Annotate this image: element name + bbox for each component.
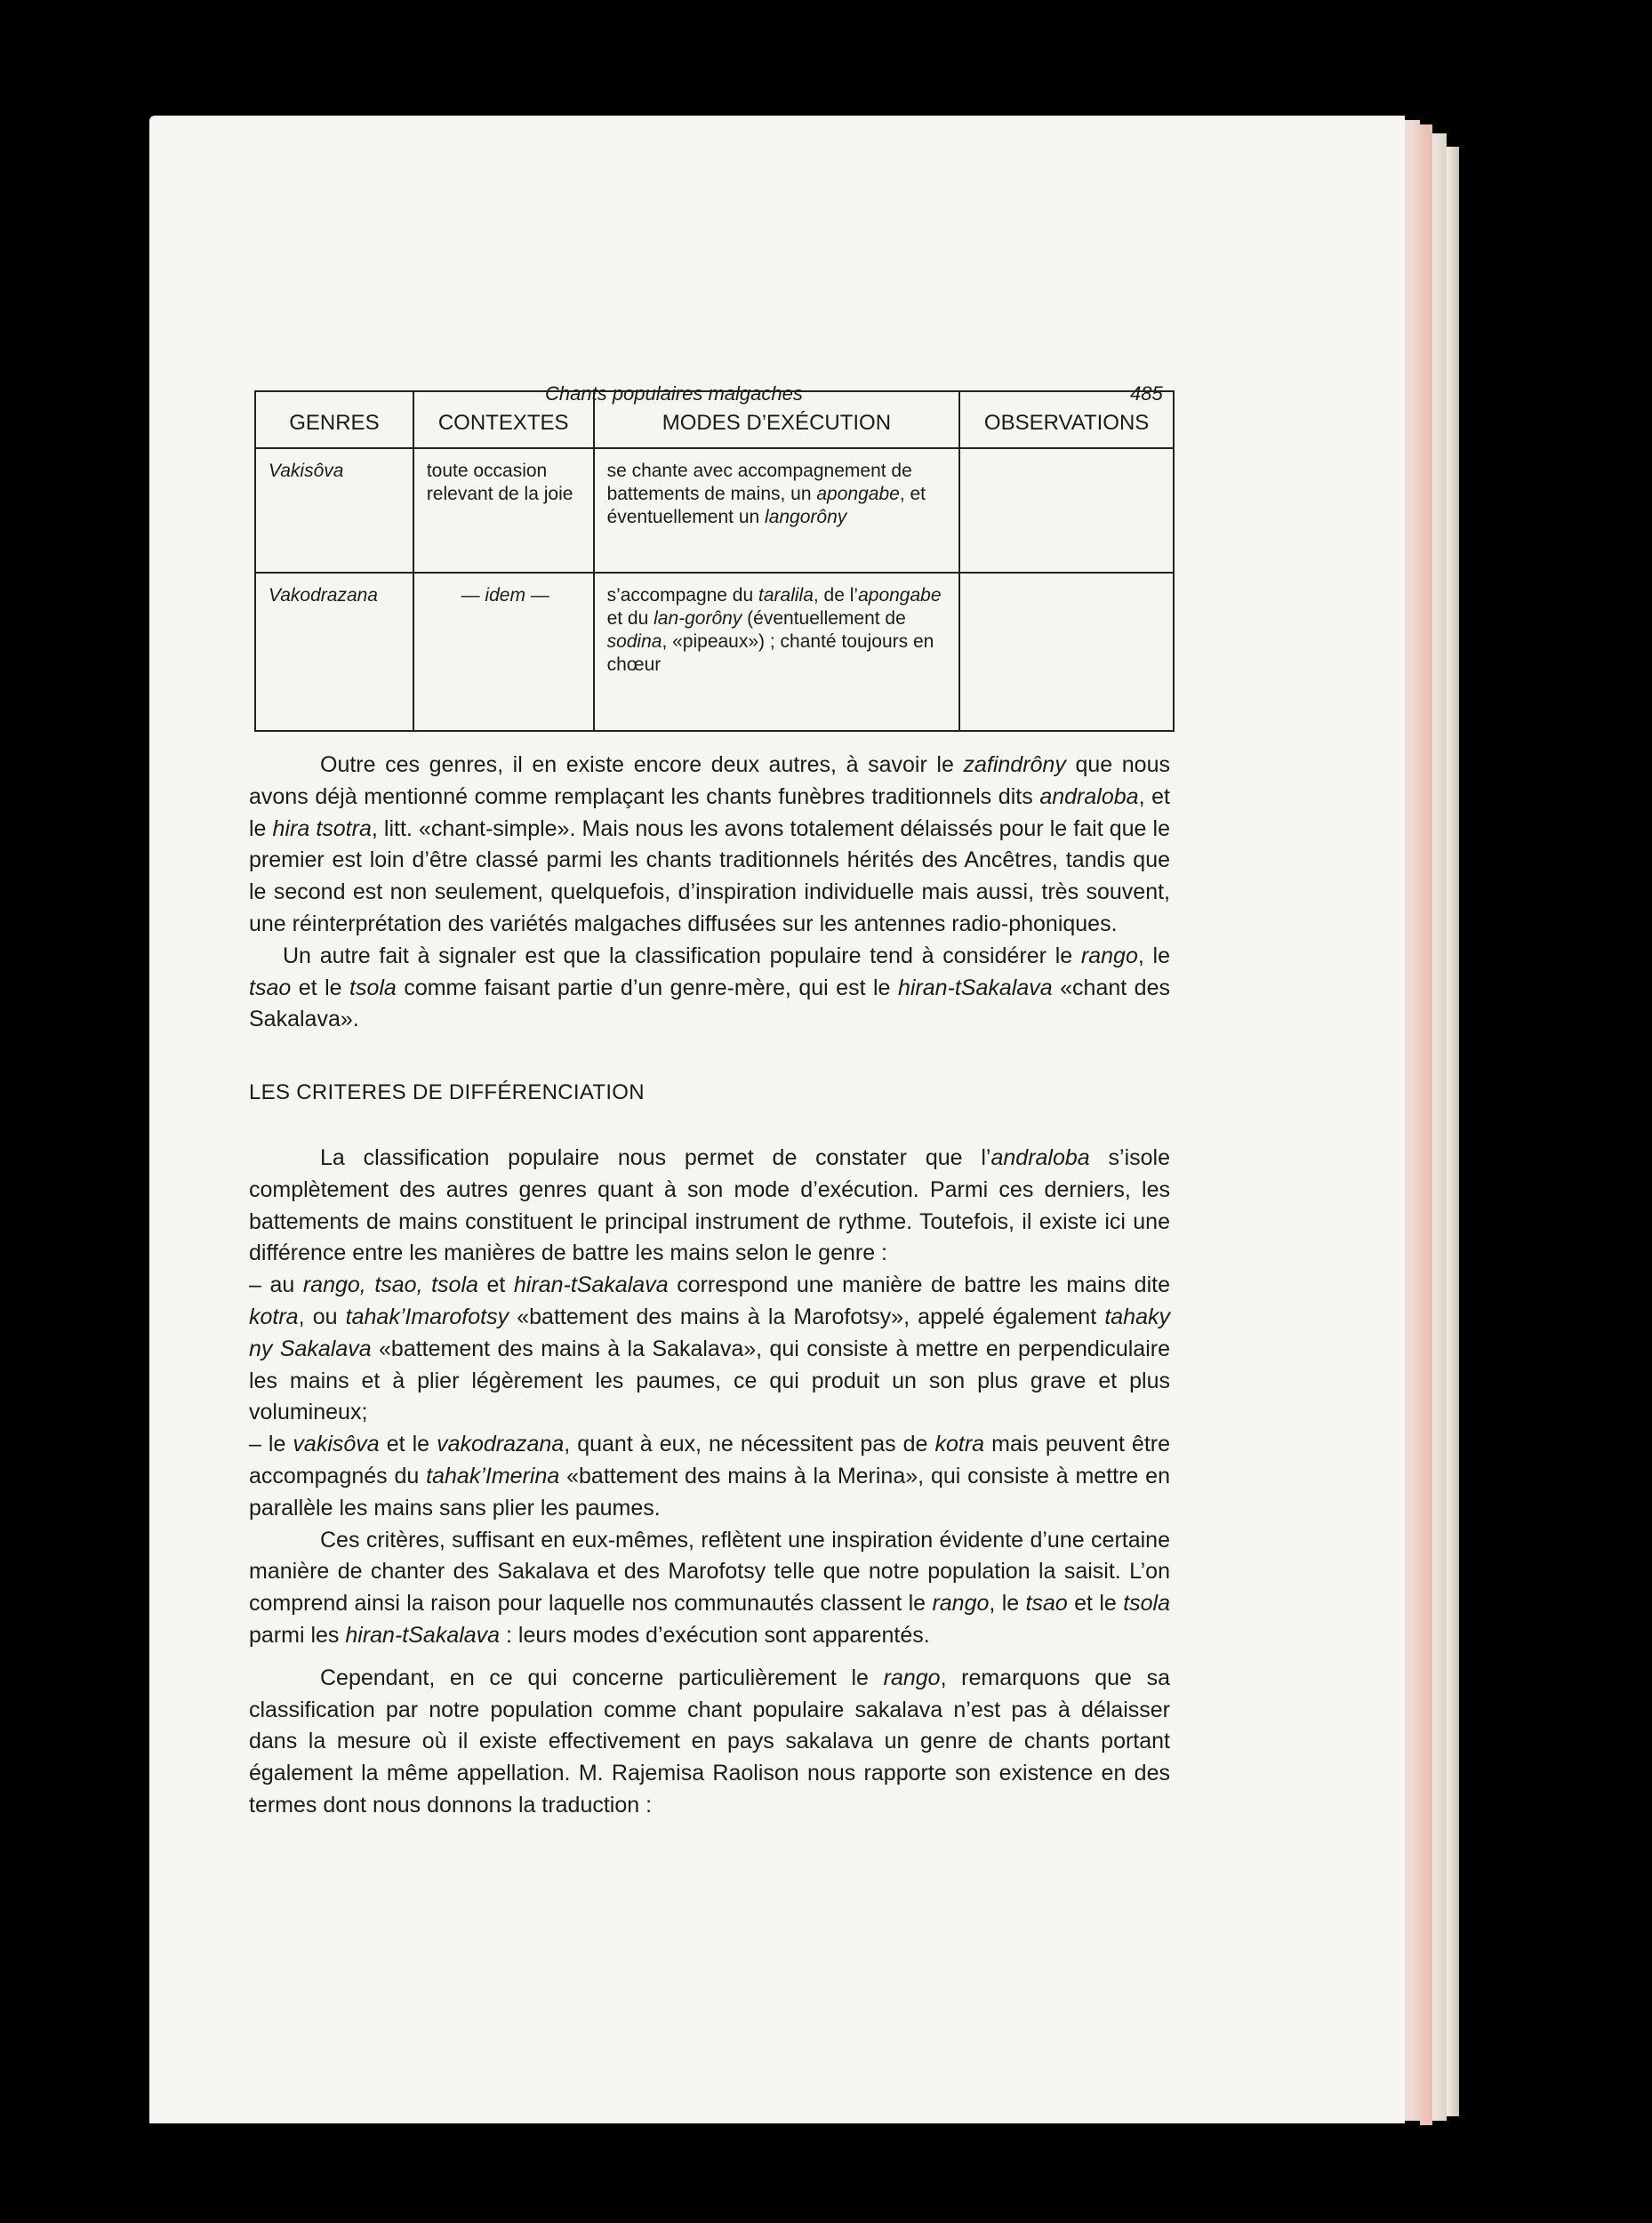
column-header: GENRES <box>255 391 413 448</box>
italic-term: rango <box>883 1665 941 1690</box>
italic-term: hira tsotra <box>272 815 372 841</box>
page-edge <box>1420 124 1432 2125</box>
paragraph: – au rango, tsao, tsola et hiran-tSakalava correspond une manière de battre les mains dite kotra, ou tahak’Imarofotsy «battement des mains à la Marofotsy», appelé également tahaky ny Sakalava «battement des mains à la Sakalava», qui consiste à mettre en perpendiculaire les mains et à plier légèrement les paumes, ce qui produit un son plus grave et plus volumineux; <box>249 1272 1170 1425</box>
context-cell: toute occasion relevant de la joie <box>413 448 594 573</box>
observations-cell <box>959 448 1174 573</box>
italic-term: tahak’Imerina <box>426 1463 560 1489</box>
italic-term: langorôny <box>765 507 847 527</box>
running-title: Chants populaires malgaches <box>545 382 803 405</box>
italic-term: tahak’Imarofotsy <box>345 1304 509 1329</box>
paragraph: – le vakisôva et le vakodrazana, quant à eux, ne nécessitent pas de kotra mais peuvent être accompagnés du tahak’Imerina «battement des mains à la Merina», qui consiste à mettre en parallèle les mains sans plier les paumes. <box>249 1432 1170 1521</box>
genre-cell: Vakisôva <box>255 448 413 573</box>
book-page <box>149 116 1405 2123</box>
italic-term: andraloba <box>1039 783 1139 809</box>
column-header: OBSERVATIONS <box>959 391 1174 448</box>
paragraph: La classification populaire nous permet de constater que l’andraloba s’isole complètement des autres genres quant à son mode d’exécution. Parmi ces derniers, les battements de mains constituent le principal instrument de rythme. Toutefois, il existe ici une différence entre les manières de battre les mains selon le genre : <box>249 1144 1170 1266</box>
column-header: MODES D’EXÉCUTION <box>594 391 960 448</box>
italic-term: zafindrôny <box>963 752 1066 777</box>
paragraph: Outre ces genres, il en existe encore deux autres, à savoir le zafindrôny que nous avons déjà mentionné comme remplaçant les chants funèbres traditionnels dits andraloba, et le hira tsotra, litt. «chant-simple». Mais nous les avons totalement délaissés pour le fait que le premier est loin d’être classé parmi les chants traditionnels hérités des Ancêtres, tandis que le second est non seulement, quelquefois, d’inspiration individuelle mais aussi, très souvent, une réinterprétation des variétés malgaches diffusées sur les antennes radio-phoniques. <box>249 752 1170 936</box>
italic-term: lan-gorôny <box>654 608 742 629</box>
italic-term: apongabe <box>816 484 900 504</box>
italic-term: rango <box>932 1591 990 1617</box>
italic-term: hiran-tSakalava <box>897 975 1053 1000</box>
italic-term: kotra <box>249 1304 299 1329</box>
context-cell: — idem — <box>413 573 594 731</box>
italic-term: tsao <box>249 975 292 1000</box>
section-heading: LES CRITERES DE DIFFÉRENCIATION <box>249 1080 645 1105</box>
italic-term: hiran-tSakalava <box>345 1622 501 1648</box>
italic-term: tahaky ny Sakalava <box>249 1304 1170 1361</box>
italic-term: tsola <box>1123 1591 1170 1617</box>
mode-cell: se chante avec accompagnement de battements de mains, un apongabe, et éventuellement un langorôny <box>594 448 960 573</box>
observations-cell <box>959 573 1174 731</box>
italic-term: idem <box>485 585 525 606</box>
paragraph: Ces critères, suffisant en eux-mêmes, reflètent une inspiration évidente d’une certaine manière de chanter des Sakalava et des Marofotsy telle que notre population la saisit. L’on comprend ainsi la raison pour laquelle nos communautés classent le rango, le tsao et le tsola parmi les hiran-tSakalava : leurs modes d’exécution sont apparentés. <box>249 1527 1170 1648</box>
italic-term: rango <box>1080 943 1138 968</box>
italic-term: tsao <box>1025 1591 1068 1617</box>
italic-term: vakodrazana <box>437 1432 565 1457</box>
italic-term: sodina <box>606 631 662 652</box>
italic-term: hiran-tSakalava <box>513 1272 669 1298</box>
page-edge <box>1432 133 1447 2121</box>
table-row <box>255 448 1174 573</box>
italic-term: taralila <box>758 585 814 606</box>
genres-table <box>254 390 1175 732</box>
table-header-row <box>255 391 1174 448</box>
table-row <box>255 573 1174 731</box>
italic-term: tsola <box>349 975 397 1000</box>
italic-term: kotra <box>934 1432 985 1457</box>
body-text <box>249 750 1170 1822</box>
italic-term: vakisôva <box>293 1432 380 1457</box>
italic-term: apongabe <box>858 585 942 606</box>
page-number: 485 <box>1130 382 1163 405</box>
italic-term: rango, tsao, tsola <box>302 1272 478 1298</box>
paragraph: Un autre fait à signaler est que la classification populaire tend à considérer le rango, le tsao et le tsola comme faisant partie d’un genre-mère, qui est le hiran-tSakalava «chant des Sakalava». <box>249 943 1170 1032</box>
genre-cell: Vakodrazana <box>255 573 413 731</box>
mode-cell: s’accompagne du taralila, de l’apongabe et du lan-gorôny (éventuellement de sodina, «pipeaux») ; chanté toujours en chœur <box>594 573 960 731</box>
column-header: CONTEXTES <box>413 391 594 448</box>
italic-term: andraloba <box>990 1144 1090 1170</box>
paragraph: Cependant, en ce qui concerne particulièrement le rango, remarquons que sa classification par notre population comme chant populaire sakalava n’est pas à délaisser dans la mesure où il existe effectivement en pays sakalava un genre de chants portant également la même appellation. M. Rajemisa Raolison nous rapporte son existence en des termes dont nous donnons la traduction : <box>249 1665 1171 1818</box>
page-edge <box>1447 147 1459 2116</box>
